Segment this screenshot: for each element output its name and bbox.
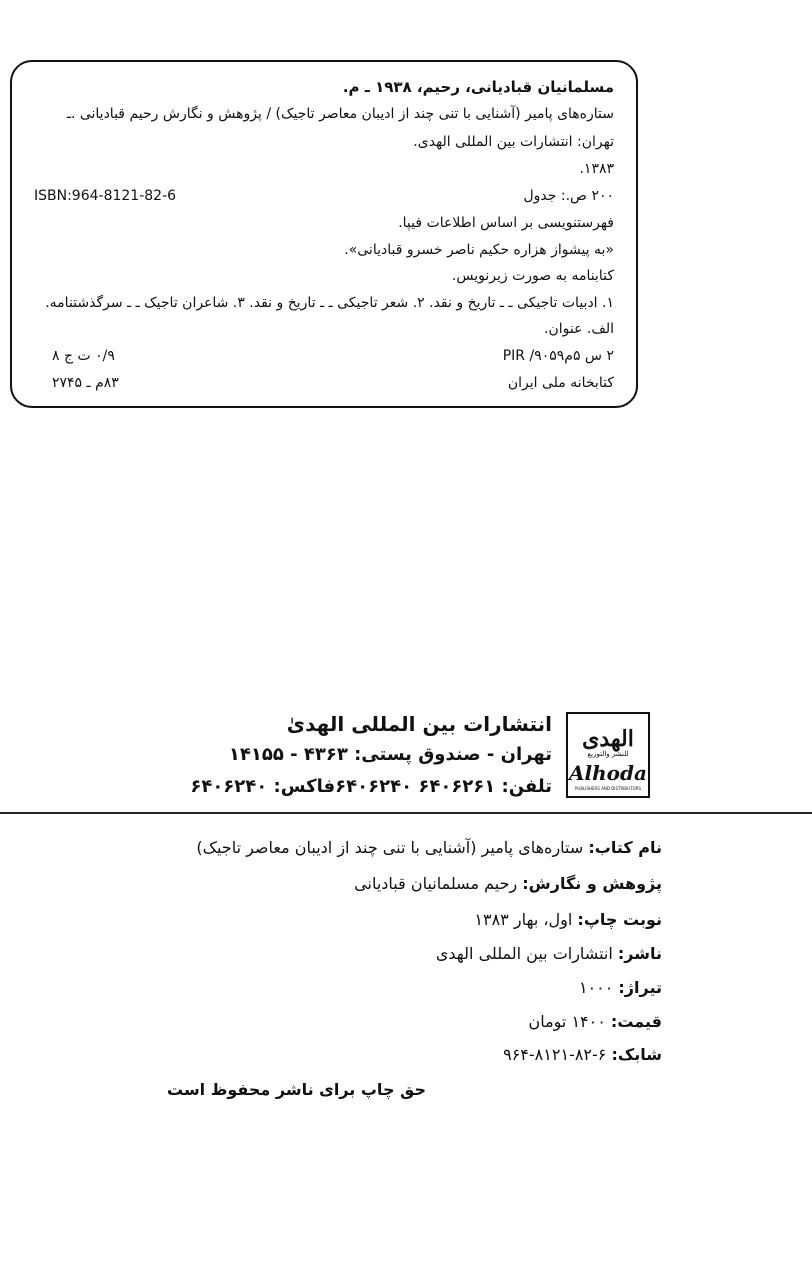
publisher-name: انتشارات بین المللی الهدیٰ <box>286 712 552 736</box>
catalog-author-line: مسلمانیان قبادیانی، رحیم، ۱۹۳۸ ـ م. <box>342 78 614 96</box>
info-circulation-value: ۱۰۰۰ <box>578 978 619 997</box>
catalog-bibliography-line: کتابنامه به صورت زیرنویس. <box>451 268 614 284</box>
catalog-classification-right: ۲ س ۵م۹۰۵۹/ PIR <box>502 348 614 364</box>
info-publisher-label: ناشر: <box>617 944 662 963</box>
copyright-notice: حق چاپ برای ناشر محفوظ است <box>167 1080 426 1099</box>
publisher-phone: تلفن: ۶۴۰۶۲۶۱ ۶۴۰۶۲۴۰فاکس: ۶۴۰۶۲۴۰ <box>190 776 552 797</box>
info-publisher <box>436 942 662 966</box>
catalog-card <box>10 60 638 408</box>
info-isbn <box>503 1043 662 1067</box>
info-book-title <box>196 836 662 860</box>
catalog-dedication-line: «به پیشواز هزاره حکیم ناصر خسرو قبادیانی». <box>344 242 614 258</box>
catalog-book-line: ستاره‌های پامیر (آشنایی با تنی چند از ادیبان معاصر تاجیک) / پژوهش و نگارش رحیم قبادیانی .ـ <box>66 106 614 122</box>
info-edition-value: اول، بهار ۱۳۸۳ <box>474 910 578 929</box>
catalog-classification-left: ۰/۹ ت ج ۸ <box>52 348 115 364</box>
catalog-isbn: ISBN:964-8121-82-6 <box>34 188 177 204</box>
info-author <box>354 872 662 896</box>
info-author-value: رحیم مسلمانیان قبادیانی <box>354 874 523 893</box>
info-book-title-value: ستاره‌های پامیر (آشنایی با تنی چند از ادیبان معاصر تاجیک) <box>196 838 589 857</box>
info-isbn-value: ۶-۸۲-۸۱۲۱-۹۶۴ <box>503 1045 612 1064</box>
logo-subtitle: PUBLISHERS AND DISTRIBUTORS <box>574 786 642 791</box>
logo-arabic-mark: الهدی <box>582 726 634 752</box>
alhoda-logo-icon <box>568 714 648 796</box>
catalog-library-left: ۸۳م ـ ۲۷۴۵ <box>52 375 119 391</box>
logo-latin-mark: Alhoda <box>569 761 647 785</box>
catalog-fipa-line: فهرستنویسی بر اساس اطلاعات فیپا. <box>398 215 614 231</box>
info-circulation <box>579 976 662 1000</box>
catalog-year-line: ۱۳۸۳. <box>579 161 614 177</box>
info-edition-label: نوبت چاپ: <box>577 910 662 929</box>
logo-arabic-small: للنشر والتوزيع <box>587 750 629 758</box>
info-circulation-label: تیراژ: <box>618 978 662 997</box>
info-isbn-label: شابک: <box>611 1045 662 1064</box>
section-divider <box>0 812 812 814</box>
catalog-title-entry-line: الف. عنوان. <box>544 321 614 337</box>
info-book-title-label: نام کتاب: <box>588 838 662 857</box>
info-price-value: ۱۴۰۰ تومان <box>528 1012 611 1031</box>
info-price-label: قیمت: <box>610 1012 662 1031</box>
catalog-subjects-line: ۱. ادبیات تاجیکی ـ ـ تاریخ و نقد. ۲. شعر تاجیکی ـ ـ تاریخ و نقد. ۳. شاعران تاجیک ـ ـ سرگذشتنامه. <box>45 295 614 311</box>
info-edition <box>474 908 662 932</box>
publisher-logo <box>566 712 650 798</box>
info-price <box>528 1010 662 1034</box>
catalog-library-right: کتابخانه ملی ایران <box>507 375 614 391</box>
catalog-publisher-line: تهران: انتشارات بین المللی الهدی. <box>413 134 614 150</box>
catalog-pages-line: ۲۰۰ ص.: جدول <box>523 188 614 204</box>
info-author-label: پژوهش و نگارش: <box>522 874 662 893</box>
info-publisher-value: انتشارات بین المللی الهدی <box>435 944 618 963</box>
publisher-address: تهران - صندوق پستی: ۴۳۶۳ - ۱۴۱۵۵ <box>228 744 552 765</box>
